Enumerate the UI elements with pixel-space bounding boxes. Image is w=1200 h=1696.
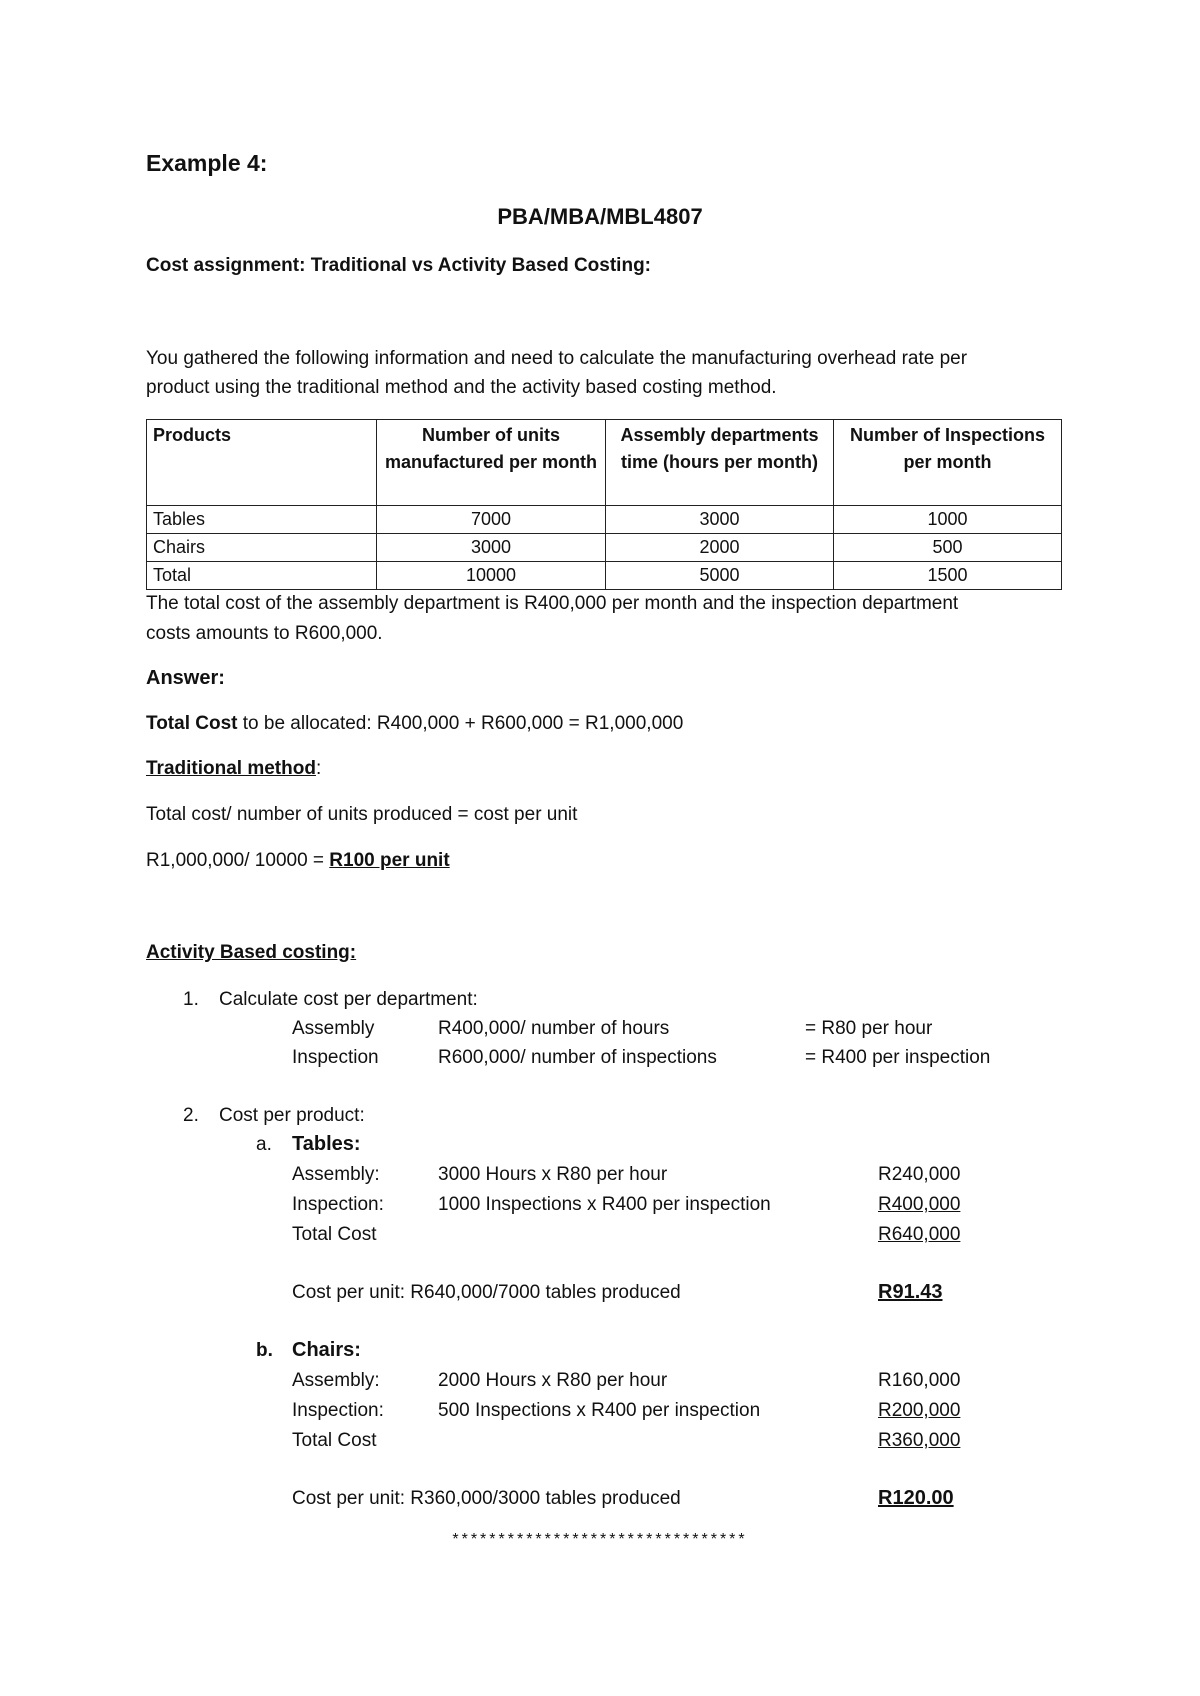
header-units: Number of units manufactured per month [377,420,606,506]
tables-unit-text: Cost per unit: R640,000/7000 tables produced [292,1282,681,1303]
traditional-heading [146,758,321,780]
cell-product: Chairs [147,534,377,562]
products-table [146,419,1062,590]
tables-total-label: Total Cost [292,1224,377,1245]
traditional-calc: R1,000,000/ 10000 = [146,850,330,871]
table-header-row [147,420,1062,506]
traditional-calc-line [146,850,450,872]
step1-title: Calculate cost per department: [219,989,478,1010]
cell-assembly: 2000 [606,534,834,562]
cell-inspections: 1500 [834,562,1062,590]
cell-units: 7000 [377,506,606,534]
tables-title: Tables: [292,1133,361,1155]
header-inspections: Number of Inspections per month [834,420,1062,506]
step1-inspection-formula: R600,000/ number of inspections [438,1047,717,1068]
chairs-inspection-label: Inspection: [292,1400,384,1421]
cell-units: 3000 [377,534,606,562]
total-cost-line [146,713,683,735]
chairs-total-label: Total Cost [292,1430,377,1451]
tables-inspection-amount: R400,000 [878,1194,961,1215]
chairs-assembly-amount: R160,000 [878,1370,961,1391]
tables-inspection-label: Inspection: [292,1194,384,1215]
step1-number: 1. [183,989,199,1010]
cell-assembly: 3000 [606,506,834,534]
cell-inspections: 500 [834,534,1062,562]
chairs-unit-amount: R120.00 [878,1487,954,1509]
tables-inspection-calc: 1000 Inspections x R400 per inspection [438,1194,771,1215]
tables-total-amount: R640,000 [878,1224,961,1245]
step1-assembly-formula: R400,000/ number of hours [438,1018,670,1039]
table-row [147,506,1062,534]
example-heading: Example 4: [146,150,268,176]
cell-product: Tables [147,506,377,534]
header-assembly-time: Assembly departments time (hours per month) [606,420,834,506]
chairs-assembly-label: Assembly: [292,1370,380,1391]
cost-note-line-2: costs amounts to R600,000. [146,623,383,644]
cell-inspections: 1000 [834,506,1062,534]
step1-inspection-name: Inspection [292,1047,379,1068]
step2-number: 2. [183,1105,199,1126]
traditional-result: R100 per unit [329,850,450,871]
chairs-inspection-amount: R200,000 [878,1400,961,1421]
cost-note-line-1: The total cost of the assembly department is R400,000 per month and the inspection department [146,593,959,614]
intro-line-2: product using the traditional method and the activity based costing method. [146,377,777,398]
chairs-unit-text: Cost per unit: R360,000/3000 tables produced [292,1488,681,1509]
chairs-inspection-calc: 500 Inspections x R400 per inspection [438,1400,761,1421]
traditional-colon: : [315,758,322,779]
course-code: PBA/MBA/MBL4807 [497,204,703,229]
tables-assembly-label: Assembly: [292,1164,380,1185]
step1-inspection-result: = R400 per inspection [805,1047,991,1068]
step1-assembly-name: Assembly [292,1018,375,1039]
header-products: Products [147,420,377,506]
answer-label: Answer: [146,667,225,689]
cell-product: Total [147,562,377,590]
chairs-title: Chairs: [292,1339,361,1361]
chairs-total-amount: R360,000 [878,1430,961,1451]
total-cost-text: to be allocated: R400,000 + R600,000 = R1,000,000 [237,713,684,734]
step1-assembly-result: = R80 per hour [805,1018,933,1039]
step2-title: Cost per product: [219,1105,365,1126]
intro-line-1: You gathered the following information and need to calculate the manufacturing overhead rate per [146,348,968,369]
table-row [147,562,1062,590]
total-cost-label: Total Cost [146,713,238,734]
table-row [147,534,1062,562]
traditional-formula: Total cost/ number of units produced = cost per unit [146,804,578,825]
cell-assembly: 5000 [606,562,834,590]
traditional-label: Traditional method [146,758,316,779]
subtitle: Cost assignment: Traditional vs Activity Based Costing: [146,255,652,276]
tables-assembly-calc: 3000 Hours x R80 per hour [438,1164,668,1185]
chairs-letter: b. [256,1340,273,1361]
cell-units: 10000 [377,562,606,590]
tables-letter: a. [256,1134,272,1155]
separator-stars: ******************************** [452,1531,748,1548]
chairs-assembly-calc: 2000 Hours x R80 per hour [438,1370,668,1391]
abc-heading: Activity Based costing: [146,942,357,963]
tables-assembly-amount: R240,000 [878,1164,961,1185]
tables-unit-amount: R91.43 [878,1281,943,1303]
